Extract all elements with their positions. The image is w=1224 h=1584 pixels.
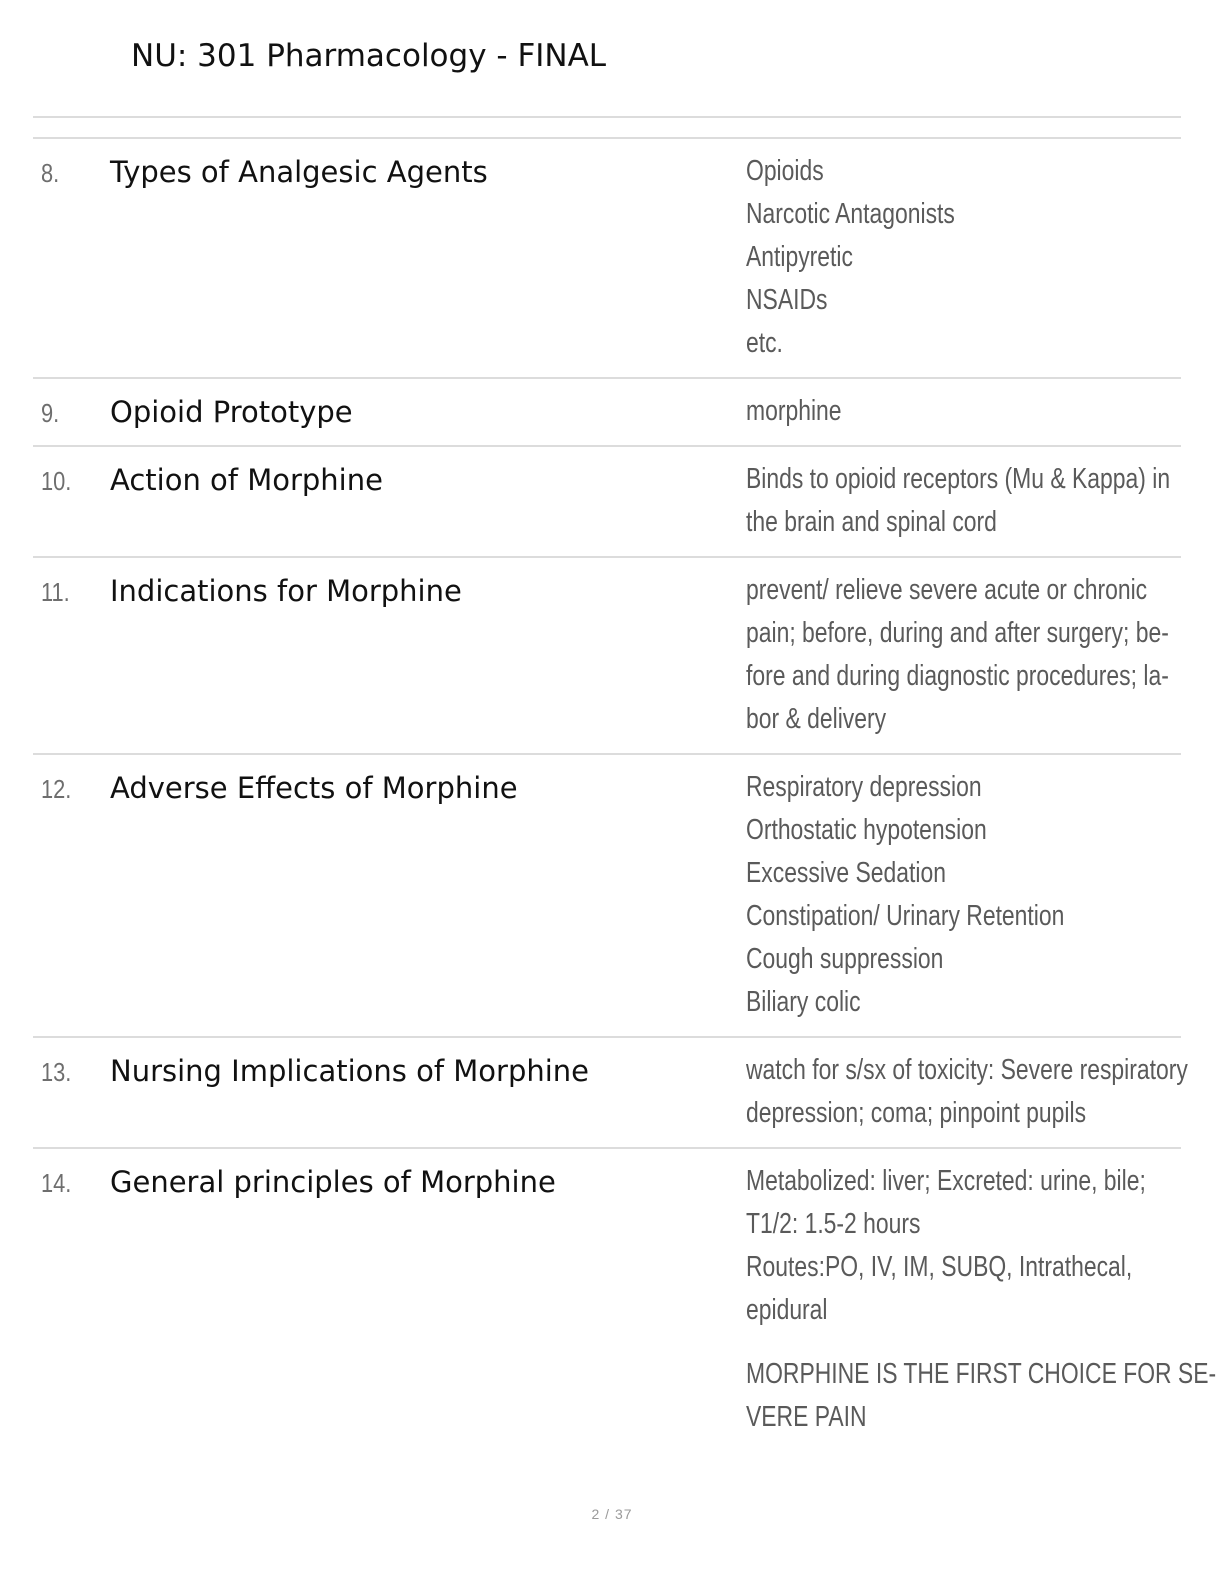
definition-line: Opioids	[746, 155, 824, 187]
definition-line: Metabolized: liver; Excreted: urine, bile;	[746, 1165, 1146, 1197]
card-term: General principles of Morphine	[110, 1165, 556, 1199]
card-number: 8.	[41, 158, 60, 188]
definition-paragraph-gap	[746, 1332, 1176, 1353]
flashcard-row	[33, 1038, 1188, 1149]
definition-line: T1/2: 1.5-2 hours	[746, 1208, 921, 1240]
card-definition	[746, 1149, 1217, 1451]
flashcard-row	[33, 755, 1181, 1038]
definition-line: MORPHINE IS THE FIRST CHOICE FOR SE-	[746, 1358, 1217, 1390]
card-term: Opioid Prototype	[110, 395, 353, 429]
card-number: 9.	[41, 398, 60, 428]
definition-line: prevent/ relieve severe acute or chronic	[746, 574, 1148, 606]
flashcard-row	[33, 447, 1181, 558]
card-number: 13.	[41, 1057, 72, 1087]
flashcard-list	[33, 139, 1217, 1451]
card-definition	[746, 447, 1176, 556]
card-number: 12.	[41, 774, 72, 804]
card-definition	[746, 558, 1176, 753]
card-number: 10.	[41, 466, 72, 496]
card-term: Nursing Implications of Morphine	[110, 1054, 590, 1088]
definition-line: epidural	[746, 1294, 828, 1326]
definition-line: Cough suppression	[746, 943, 944, 975]
definition-line: Binds to opioid receptors (Mu & Kappa) in	[746, 463, 1171, 495]
flashcard-row	[33, 1149, 1217, 1451]
definition-line: Biliary colic	[746, 986, 861, 1018]
flashcard-row	[33, 379, 1181, 447]
card-definition	[746, 139, 1176, 377]
header-divider	[33, 116, 1181, 118]
flashcard-row	[33, 558, 1181, 755]
definition-line: Excessive Sedation	[746, 857, 946, 889]
card-term: Adverse Effects of Morphine	[110, 771, 518, 805]
definition-line: Orthostatic hypotension	[746, 814, 987, 846]
definition-line: depression; coma; pinpoint pupils	[746, 1097, 1087, 1129]
definition-line: Constipation/ Urinary Retention	[746, 900, 1065, 932]
flashcard-row	[33, 139, 1181, 379]
definition-line: morphine	[746, 395, 842, 427]
definition-line: pain; before, during and after surgery; be-	[746, 617, 1169, 649]
card-term: Types of Analgesic Agents	[110, 155, 488, 189]
definition-line: Narcotic Antagonists	[746, 198, 955, 230]
definition-line: Routes:PO, IV, IM, SUBQ, Intrathecal,	[746, 1251, 1133, 1283]
definition-line: watch for s/sx of toxicity: Severe respiratory	[746, 1054, 1188, 1086]
definition-line: fore and during diagnostic procedures; la-	[746, 660, 1169, 692]
definition-line: Antipyretic	[746, 241, 853, 273]
card-number: 14.	[41, 1168, 72, 1198]
card-term: Indications for Morphine	[110, 574, 462, 608]
definition-line: the brain and spinal cord	[746, 506, 997, 538]
document-title: NU: 301 Pharmacology - FINAL	[131, 38, 607, 74]
definition-line: bor & delivery	[746, 703, 887, 735]
card-definition	[746, 755, 1176, 1036]
definition-line: VERE PAIN	[746, 1401, 867, 1433]
definition-line: etc.	[746, 327, 783, 359]
page-number: 2 / 37	[591, 1506, 633, 1522]
card-definition	[746, 1038, 1188, 1147]
card-term: Action of Morphine	[110, 463, 383, 497]
card-number: 11.	[41, 577, 70, 607]
definition-line: NSAIDs	[746, 284, 828, 316]
card-definition	[746, 379, 1176, 445]
definition-line: Respiratory depression	[746, 771, 982, 803]
